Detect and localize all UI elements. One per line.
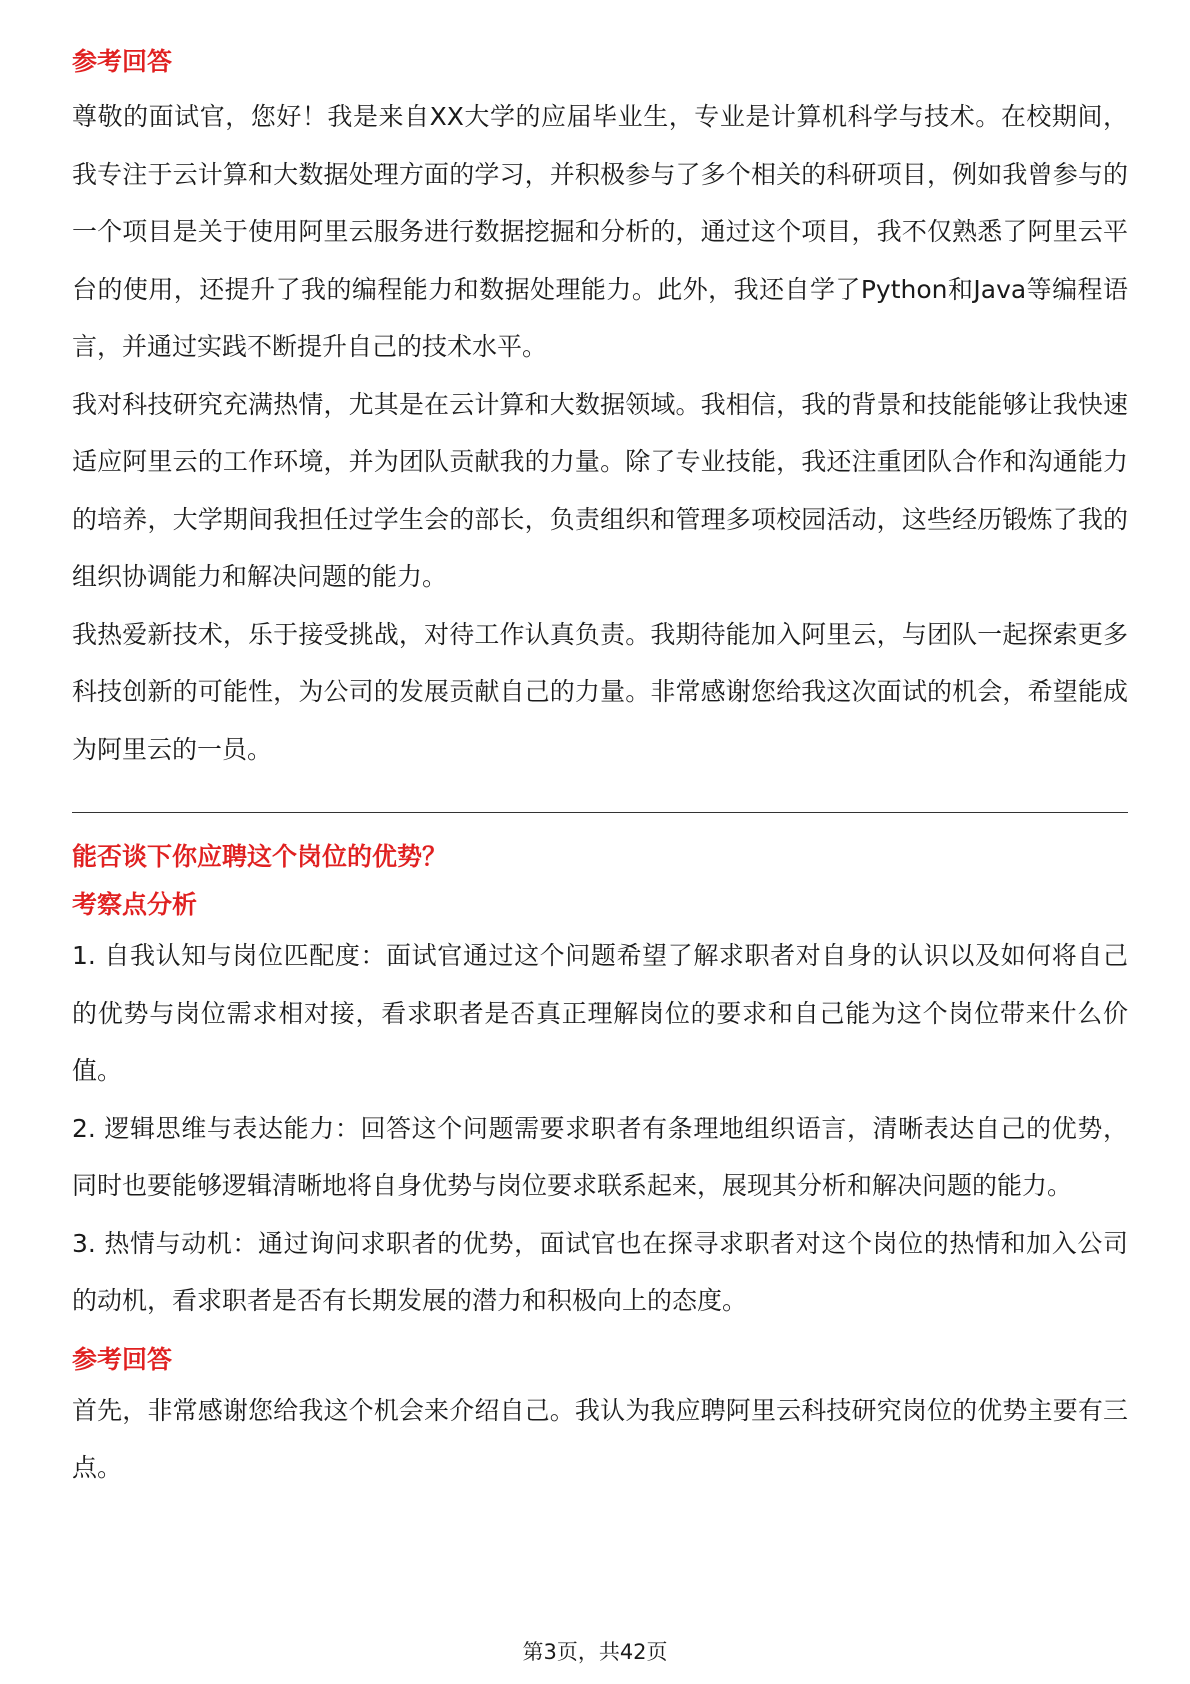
- section-divider: [72, 812, 1128, 813]
- analysis-point-1: 1. 自我认知与岗位匹配度：面试官通过这个问题希望了解求职者对自身的认识以及如何将自己的优势与岗位需求相对接，看求职者是否真正理解岗位的要求和自己能为这个岗位带来什么价值。: [72, 941, 1128, 1085]
- reference-answer-heading-2: 参考回答: [72, 1344, 173, 1374]
- analysis-point-2: 2. 逻辑思维与表达能力：回答这个问题需要求职者有条理地组织语言，清晰表达自己的优势，同时也要能够逻辑清晰地将自身优势与岗位要求联系起来，展现其分析和解决问题的能力。: [72, 1113, 1128, 1200]
- document-page: [72, 44, 1128, 1497]
- analysis-heading: 考察点分析: [72, 890, 198, 919]
- answer-paragraph-3: 我热爱新技术，乐于接受挑战，对待工作认真负责。我期待能加入阿里云，与团队一起探索更多科技创新的可能性，为公司的发展贡献自己的力量。非常感谢您给我这次面试的机会，希望能成为阿里云的一员。: [72, 619, 1128, 764]
- analysis-point-3: 3. 热情与动机：通过询问求职者的优势，面试官也在探寻求职者对这个岗位的热情和加入公司的动机，看求职者是否有长期发展的潜力和积极向上的态度。: [72, 1228, 1128, 1315]
- answer-paragraph-2: 我对科技研究充满热情，尤其是在云计算和大数据领域。我相信，我的背景和技能能够让我快速适应阿里云的工作环境，并为团队贡献我的力量。除了专业技能，我还注重团队合作和沟通能力的培养，大学期间我担任过学生会的部长，负责组织和管理多项校园活动，这些经历锻炼了我的组织协调能力和解决问题的能力。: [72, 389, 1128, 591]
- answer-paragraph-1: 尊敬的面试官，您好！我是来自XX大学的应届毕业生，专业是计算机科学与技术。在校期间，我专注于云计算和大数据处理方面的学习，并积极参与了多个相关的科研项目，例如我曾参与的一个项目是关于使用阿里云服务进行数据挖掘和分析的，通过这个项目，我不仅熟悉了阿里云平台的使用，还提升了我的编程能力和数据处理能力。此外，我还自学了Python和Java等编程语言，并通过实践不断提升自己的技术水平。: [72, 102, 1128, 361]
- page-number: 第3页，共42页: [522, 1640, 668, 1664]
- question-heading: 能否谈下你应聘这个岗位的优势？: [72, 842, 448, 871]
- reference-answer-heading: 参考回答: [72, 47, 173, 76]
- answer-paragraph-4: 首先，非常感谢您给我这个机会来介绍自己。我认为我应聘阿里云科技研究岗位的优势主要有三点。: [72, 1395, 1128, 1482]
